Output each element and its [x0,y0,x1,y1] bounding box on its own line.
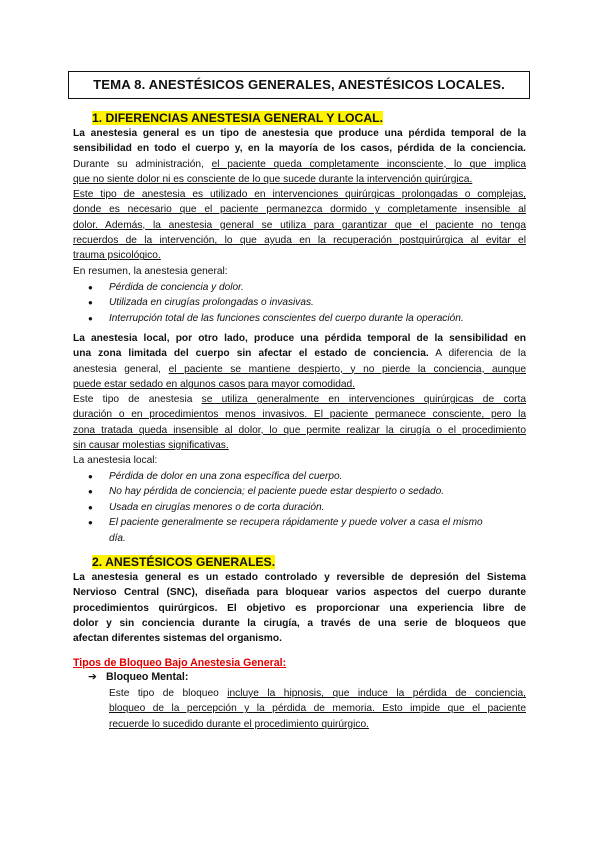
p2-line-5-underlined: se utiliza generalmente en intervenciones quirúrgicas de corta [201,394,526,406]
s2-line-3: procedimientos quirúrgicos. El objetivo es proporcionar una experiencia libre de [73,602,526,614]
p2-line-2-plain: A diferencia de la [428,348,526,360]
section-2-heading-text: 2. ANESTÉSICOS GENERALES. [92,555,276,569]
p1-line-6: donde es necesario que el paciente permanezca dormido y completamente insensible al [73,204,526,216]
list-item: ● El paciente generalmente se recupera rápidamente y puede volver a casa el mismo [73,515,526,530]
list-item: ● Utilizada en cirugías prolongadas o invasivas. [73,295,526,310]
section-2-heading [92,554,275,570]
p2-line-4: puede estar sedado en algunos casos para mayor comodidad. [73,378,356,390]
general-bullet-list [73,280,526,326]
section-1-heading-text: 1. DIFERENCIAS ANESTESIA GENERAL Y LOCAL. [92,111,383,125]
list-item: ● No hay pérdida de conciencia; el paciente puede estar despierto o sedado. [73,484,526,499]
local-bullet-continuation: día. [109,533,126,544]
p1-line-4: que no siente dolor ni es consciente de lo que sucede durante la intervención quirúrgica. [73,173,473,185]
page-title: TEMA 8. ANESTÉSICOS GENERALES, ANESTÉSICOS LOCALES. [68,71,530,99]
p2-line-7: zona tratada queda insensible al dolor, lo que permite realizar la cirugía o el procedimiento [73,424,526,436]
p1-line-5: Este tipo de anestesia es utilizado en intervenciones quirúrgicas prolongadas o complejas, [73,189,526,201]
mental-block-paragraph [109,686,526,732]
general-anesthesia-paragraph [73,126,526,279]
s2-line-4: dolor y sin conciencia durante la cirugía, a través de una serie de bloqueos que [73,617,526,629]
p2-line-3-plain: anestesia general, [73,363,169,375]
p1-line-7: dolor. Además, la anestesia general se utiliza para garantizar que el paciente no tenga [73,219,526,231]
s2-line-5: afectan diferentes sistemas del organismo. [73,633,282,645]
mb-line-1-underlined: incluye la hipnosis, que induce la pérdida de conciencia, [227,688,526,699]
mb-line-2: bloqueo de la percepción y la pérdida de memoria. Esto impide que el paciente [109,703,526,715]
general-summary-label: En resumen, la anestesia general: [73,265,228,277]
s2-line-1: La anestesia general es un estado controlado y reversible de depresión del Sistema [73,572,526,583]
list-item: ● Pérdida de conciencia y dolor. [73,280,526,295]
p2-line-6: duración o en procedimientos menos invasivos. El paciente permanece consciente, pero la [73,409,526,421]
arrow-right-icon: ➔ [88,671,97,683]
p1-line-3-underlined: el paciente queda completamente inconsciente, lo que implica [211,158,526,170]
mental-block-item [88,671,188,683]
mb-line-1-plain: Este tipo de bloqueo [109,688,228,699]
p1-line-8: recuerdos de la intervención, lo que ayuda en la recuperación postquirúrgica al evitar el [73,235,526,247]
local-bullet-list [73,469,526,531]
p1-line-3-plain: Durante su administración, [73,158,212,170]
p2-bold-line-1: La anestesia local, por otro lado, produce una pérdida temporal de la sensibilidad en [73,333,526,344]
local-anesthesia-paragraph [73,331,526,469]
mb-line-3: recuerde lo sucedido durante el procedimiento quirúrgico. [109,718,369,730]
p1-bold-line-1: La anestesia general es un tipo de anestesia que produce una pérdida temporal de la [73,128,526,139]
list-item: ● Interrupción total de las funciones conscientes del cuerpo durante la operación. [73,311,526,326]
mental-block-title: Bloqueo Mental: [106,671,189,683]
p2-bold-line-2: una zona limitada del cuerpo sin afectar el estado de conciencia. [73,348,429,360]
s2-line-2: Nervioso Central (SNC), diseñada para bloquear varios aspectos del cuerpo durante [73,587,526,599]
p2-line-5-plain: Este tipo de anestesia [73,394,202,406]
local-summary-label: La anestesia local: [73,455,158,467]
block-types-subheading: Tipos de Bloqueo Bajo Anestesia General: [73,657,287,669]
p1-line-9: trauma psicológico. [73,250,161,262]
p2-line-3-underlined: el paciente se mantiene despierto, y no pierde la conciencia, aunque [168,363,526,375]
p1-bold-line-2: sensibilidad en todo el cuerpo y, en la mayoría de los casos, pérdida de la conciencia. [73,143,526,155]
list-item: ● Usada en cirugías menores o de corta duración. [73,500,526,515]
general-anesthetics-paragraph [73,570,526,646]
p2-line-8: sin causar molestias significativas. [73,440,229,452]
list-item: ● Pérdida de dolor en una zona específica del cuerpo. [73,469,526,484]
section-1-heading [92,110,383,126]
